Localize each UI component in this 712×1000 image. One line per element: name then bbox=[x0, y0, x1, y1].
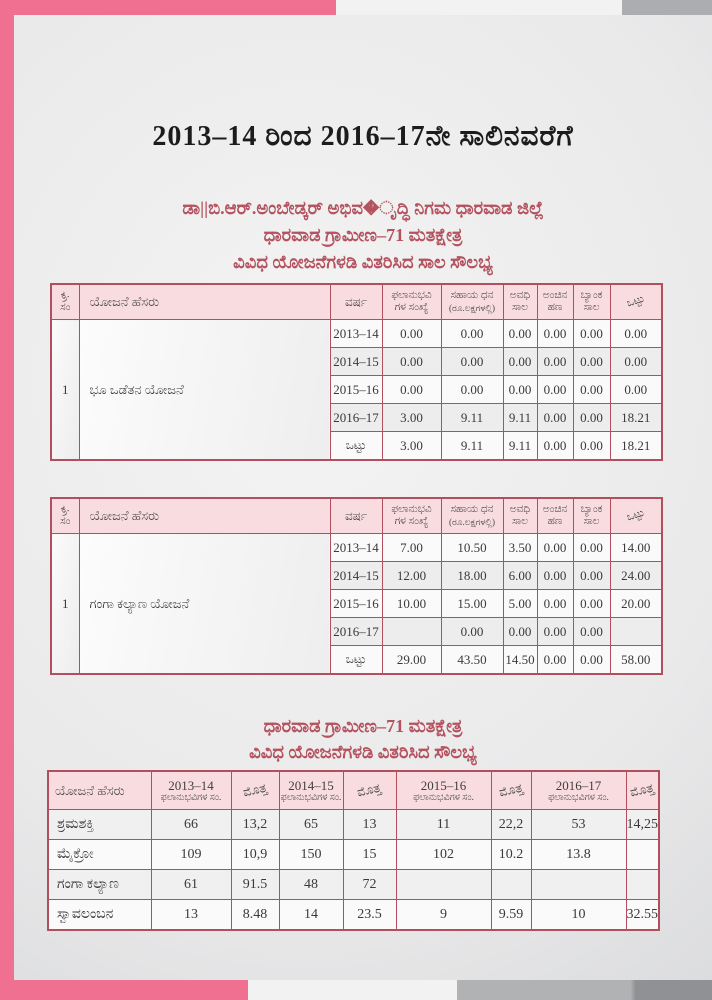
value-cell: 9.11 bbox=[441, 432, 503, 461]
value-cell: 0.00 bbox=[573, 348, 610, 376]
total-label-cell: ಒಟ್ಟು bbox=[330, 432, 382, 461]
header-term-loan-line1: ಅವಧಿ bbox=[509, 290, 531, 301]
value-cell bbox=[396, 870, 491, 900]
header-scheme-name: ಯೋಜನೆ ಹೆಸರು bbox=[79, 498, 330, 534]
header-amount bbox=[491, 771, 531, 810]
top-band-gray-segment bbox=[622, 0, 712, 15]
beneficiary-count-label: ಫಲಾನುಭವಿಗಳ ಸಂ. bbox=[280, 792, 342, 803]
header-beneficiaries bbox=[382, 498, 441, 534]
header-amount bbox=[343, 771, 396, 810]
value-cell: 0.00 bbox=[573, 376, 610, 404]
value-cell: 6.00 bbox=[503, 562, 537, 590]
value-cell: 13.8 bbox=[531, 840, 626, 870]
value-cell: 29.00 bbox=[382, 646, 441, 675]
table-row bbox=[48, 900, 659, 931]
header-term-loan bbox=[503, 284, 537, 320]
value-cell: 0.00 bbox=[503, 376, 537, 404]
value-cell: 0.00 bbox=[573, 646, 610, 675]
year-label: 2016–17 bbox=[555, 777, 602, 793]
value-cell: 32.55 bbox=[626, 900, 659, 931]
value-cell: 48 bbox=[279, 870, 343, 900]
beneficiary-count-label: ಫಲಾನುಭವಿಗಳ ಸಂ. bbox=[413, 792, 474, 803]
value-cell bbox=[491, 870, 531, 900]
beneficiary-count-label: ಫಲಾನುಭವಿಗಳ ಸಂ. bbox=[160, 792, 222, 803]
value-cell: 3.00 bbox=[382, 432, 441, 461]
value-cell: 9.11 bbox=[503, 404, 537, 432]
header-year-2014-15 bbox=[279, 771, 343, 810]
value-cell: 0.00 bbox=[573, 432, 610, 461]
header-bank-loan-line1: ಬ್ಯಾಂಕ bbox=[580, 290, 603, 301]
header-beneficiaries bbox=[382, 284, 441, 320]
amount-label: ಮೊತ್ತ bbox=[497, 780, 525, 800]
header-bank-loan-line2: ಸಾಲ bbox=[583, 302, 600, 313]
serial-cell: 1 bbox=[51, 534, 79, 675]
section1-heading-line1: ಡಾ||ಬಿ.ಆರ್.ಅಂಬೇಡ್ಕರ್ ಅಭಿವ�ೃದ್ಧಿ ನಿಗಮ ಧಾರವಾಡ ಜಿಲ್ಲೆ bbox=[182, 198, 544, 218]
header-term-loan-line2: ಸಾಲ bbox=[511, 516, 529, 527]
value-cell bbox=[626, 870, 659, 900]
header-serial-line2: ಸಂ bbox=[60, 302, 71, 313]
section2-heading-line1: ಧಾರವಾಡ ಗ್ರಾಮೀಣ–71 ಮತಕ್ಷೇತ್ರ bbox=[263, 716, 463, 736]
header-bank-loan-line2: ಸಾಲ bbox=[583, 516, 600, 527]
value-cell: 72 bbox=[343, 870, 396, 900]
value-cell: 10,9 bbox=[231, 840, 279, 870]
header-margin-money bbox=[537, 498, 573, 534]
section2-heading-line2: ವಿವಿಧ ಯೋಜನೆಗಳಡಿ ವಿತರಿಸಿದ ಸೌಲಭ್ಯ bbox=[249, 742, 477, 762]
header-term-loan bbox=[503, 498, 537, 534]
table-row bbox=[48, 870, 659, 900]
value-cell: 9.59 bbox=[491, 900, 531, 931]
value-cell: 0.00 bbox=[441, 320, 503, 348]
year-cell: 2016–17 bbox=[330, 404, 382, 432]
value-cell: 0.00 bbox=[382, 348, 441, 376]
header-beneficiaries-line2: ಗಳ ಸಂಖ್ಯೆ bbox=[394, 302, 429, 313]
year-cell: 2015–16 bbox=[330, 376, 382, 404]
value-cell: 3.00 bbox=[382, 404, 441, 432]
value-cell: 0.00 bbox=[573, 590, 610, 618]
table-row bbox=[48, 840, 659, 870]
top-accent-band bbox=[0, 0, 712, 15]
header-serial bbox=[51, 498, 79, 534]
value-cell: 0.00 bbox=[503, 320, 537, 348]
value-cell: 0.00 bbox=[441, 348, 503, 376]
value-cell: 7.00 bbox=[382, 534, 441, 562]
header-term-loan-line1: ಅವಧಿ bbox=[509, 504, 531, 515]
year-cell: 2014–15 bbox=[330, 348, 382, 376]
loan-table-bhu-odetana bbox=[50, 283, 663, 461]
page-title: 2013–14 ರಿಂದ 2016–17ನೇ ಸಾಲಿನವರೆಗೆ bbox=[152, 121, 574, 152]
summary-table-facilities bbox=[47, 770, 660, 931]
content-sheet bbox=[14, 15, 712, 980]
header-subsidy bbox=[441, 284, 503, 320]
year-label: 2014–15 bbox=[288, 777, 334, 793]
value-cell: 0.00 bbox=[610, 320, 662, 348]
section1-heading bbox=[14, 195, 712, 276]
value-cell: 0.00 bbox=[573, 534, 610, 562]
value-cell: 15 bbox=[343, 840, 396, 870]
amount-label: ಮೊತ್ತ bbox=[628, 780, 656, 800]
header-subsidy-line2: (ರೂ.ಲಕ್ಷಗಳಲ್ಲಿ) bbox=[448, 517, 496, 527]
header-total bbox=[610, 498, 662, 534]
header-margin-money bbox=[537, 284, 573, 320]
total-label-cell: ಒಟ್ಟು bbox=[330, 646, 382, 675]
value-cell: 18.21 bbox=[610, 404, 662, 432]
value-cell: 0.00 bbox=[573, 320, 610, 348]
section1-heading-line3: ವಿವಿಧ ಯೋಜನೆಗಳಡಿ ವಿತರಿಸಿದ ಸಾಲ ಸೌಲಭ್ಯ bbox=[233, 252, 493, 272]
header-serial bbox=[51, 284, 79, 320]
scheme-name-cell: ಸ್ವಾವಲಂಬನ bbox=[48, 900, 151, 931]
left-accent-stripe bbox=[0, 15, 14, 1000]
value-cell: 20.00 bbox=[610, 590, 662, 618]
header-bank-loan bbox=[573, 284, 610, 320]
serial-cell: 1 bbox=[51, 320, 79, 461]
loan-table-ganga-kalyana bbox=[50, 497, 663, 675]
value-cell: 12.00 bbox=[382, 562, 441, 590]
header-bank-loan-line1: ಬ್ಯಾಂಕ bbox=[580, 504, 603, 515]
year-cell: 2016–17 bbox=[330, 618, 382, 646]
header-subsidy bbox=[441, 498, 503, 534]
value-cell: 8.48 bbox=[231, 900, 279, 931]
value-cell: 18.00 bbox=[441, 562, 503, 590]
value-cell: 0.00 bbox=[573, 618, 610, 646]
section1-heading-line2: ಧಾರವಾಡ ಗ್ರಾಮೀಣ–71 ಮತಕ್ಷೇತ್ರ bbox=[263, 225, 463, 245]
header-subsidy-line1: ಸಹಾಯ ಧನ bbox=[450, 290, 494, 301]
value-cell: 13 bbox=[343, 810, 396, 840]
value-cell: 91.5 bbox=[231, 870, 279, 900]
value-cell: 0.00 bbox=[503, 348, 537, 376]
year-label: 2015–16 bbox=[420, 777, 467, 793]
value-cell: 0.00 bbox=[537, 432, 573, 461]
value-cell: 0.00 bbox=[537, 404, 573, 432]
header-amount bbox=[231, 771, 279, 810]
value-cell: 0.00 bbox=[503, 618, 537, 646]
value-cell: 102 bbox=[396, 840, 491, 870]
top-band-light-segment bbox=[336, 0, 622, 15]
table-header-row bbox=[48, 771, 659, 810]
value-cell: 15.00 bbox=[441, 590, 503, 618]
value-cell: 0.00 bbox=[382, 376, 441, 404]
value-cell: 43.50 bbox=[441, 646, 503, 675]
value-cell bbox=[382, 618, 441, 646]
value-cell: 10 bbox=[531, 900, 626, 931]
value-cell: 13 bbox=[151, 900, 231, 931]
header-margin-money-line2: ಹಣ bbox=[547, 516, 563, 527]
year-cell: 2014–15 bbox=[330, 562, 382, 590]
value-cell: 11 bbox=[396, 810, 491, 840]
value-cell: 53 bbox=[531, 810, 626, 840]
value-cell: 0.00 bbox=[537, 618, 573, 646]
amount-label: ಮೊತ್ತ bbox=[356, 780, 383, 800]
value-cell: 10.50 bbox=[441, 534, 503, 562]
value-cell: 0.00 bbox=[537, 320, 573, 348]
header-year-2016-17 bbox=[531, 771, 626, 810]
header-year-2015-16 bbox=[396, 771, 491, 810]
value-cell: 13,2 bbox=[231, 810, 279, 840]
header-year: ವರ್ಷ bbox=[330, 284, 382, 320]
header-bank-loan bbox=[573, 498, 610, 534]
value-cell: 9.11 bbox=[503, 432, 537, 461]
year-cell: 2013–14 bbox=[330, 320, 382, 348]
value-cell: 0.00 bbox=[610, 348, 662, 376]
header-subsidy-line1: ಸಹಾಯ ಧನ bbox=[450, 504, 494, 515]
header-beneficiaries-line2: ಗಳ ಸಂಖ್ಯೆ bbox=[394, 516, 429, 527]
header-scheme-name: ಯೋಜನೆ ಹೆಸರು bbox=[48, 771, 151, 810]
scheme-name-cell: ಮೈಕ್ರೋ bbox=[48, 840, 151, 870]
value-cell: 0.00 bbox=[537, 376, 573, 404]
scheme-name-cell: ಗಂಗಾ ಕಲ್ಯಾಣ ಯೋಜನೆ bbox=[79, 534, 330, 675]
value-cell: 14.50 bbox=[503, 646, 537, 675]
value-cell: 0.00 bbox=[573, 562, 610, 590]
value-cell: 0.00 bbox=[441, 376, 503, 404]
value-cell: 0.00 bbox=[441, 618, 503, 646]
value-cell: 0.00 bbox=[537, 562, 573, 590]
header-serial-line1: ಕ್ರ. bbox=[59, 289, 71, 303]
header-serial-line1: ಕ್ರ. bbox=[59, 503, 71, 517]
section2-heading bbox=[14, 713, 712, 765]
bottom-band-light-segment bbox=[248, 980, 457, 1000]
amount-label: ಮೊತ್ತ bbox=[241, 780, 269, 800]
value-cell: 14,25 bbox=[626, 810, 659, 840]
header-margin-money-line1: ಅಂಚಿನ bbox=[542, 504, 568, 515]
value-cell: 14.00 bbox=[610, 534, 662, 562]
header-subsidy-line2: (ರೂ.ಲಕ್ಷಗಳಲ್ಲಿ) bbox=[448, 303, 496, 313]
bottom-band-pink-segment bbox=[0, 980, 248, 1000]
top-band-pink-segment bbox=[0, 0, 336, 15]
year-label: 2013–14 bbox=[168, 777, 214, 793]
value-cell: 22,2 bbox=[491, 810, 531, 840]
bottom-accent-band bbox=[0, 980, 712, 1000]
value-cell: 10.00 bbox=[382, 590, 441, 618]
value-cell: 9 bbox=[396, 900, 491, 931]
year-cell: 2015–16 bbox=[330, 590, 382, 618]
header-term-loan-line2: ಸಾಲ bbox=[511, 302, 529, 313]
table-row bbox=[51, 534, 662, 562]
value-cell: 0.00 bbox=[610, 376, 662, 404]
value-cell: 9.11 bbox=[441, 404, 503, 432]
header-total bbox=[610, 284, 662, 320]
header-year: ವರ್ಷ bbox=[330, 498, 382, 534]
value-cell: 14 bbox=[279, 900, 343, 931]
table-header-row bbox=[51, 284, 662, 320]
value-cell: 0.00 bbox=[573, 404, 610, 432]
value-cell bbox=[626, 840, 659, 870]
header-scheme-name: ಯೋಜನೆ ಹೆಸರು bbox=[79, 284, 330, 320]
value-cell: 58.00 bbox=[610, 646, 662, 675]
value-cell: 61 bbox=[151, 870, 231, 900]
value-cell: 3.50 bbox=[503, 534, 537, 562]
value-cell: 0.00 bbox=[537, 590, 573, 618]
year-cell: 2013–14 bbox=[330, 534, 382, 562]
scheme-name-cell: ಭೂ ಒಡೆತನ ಯೋಜನೆ bbox=[79, 320, 330, 461]
header-beneficiaries-line1: ಫಲಾನುಭವಿ bbox=[391, 504, 432, 515]
scheme-name-cell: ಶ್ರಮಶಕ್ತಿ bbox=[48, 810, 151, 840]
header-year-2013-14 bbox=[151, 771, 231, 810]
value-cell: 18.21 bbox=[610, 432, 662, 461]
value-cell bbox=[610, 618, 662, 646]
beneficiary-count-label: ಫಲಾನುಭವಿಗಳ ಸಂ. bbox=[548, 792, 609, 803]
table-row bbox=[48, 810, 659, 840]
value-cell: 24.00 bbox=[610, 562, 662, 590]
header-margin-money-line1: ಅಂಚಿನ bbox=[542, 290, 568, 301]
table-header-row bbox=[51, 498, 662, 534]
scheme-name-cell: ಗಂಗಾ ಕಲ್ಯಾಣ bbox=[48, 870, 151, 900]
value-cell: 150 bbox=[279, 840, 343, 870]
value-cell bbox=[531, 870, 626, 900]
table-row bbox=[51, 320, 662, 348]
value-cell: 65 bbox=[279, 810, 343, 840]
header-total-label: ಒಟ್ಟು bbox=[625, 293, 646, 310]
value-cell: 23.5 bbox=[343, 900, 396, 931]
bottom-band-gray-segment bbox=[457, 980, 712, 1000]
value-cell: 109 bbox=[151, 840, 231, 870]
header-serial-line2: ಸಂ bbox=[60, 516, 71, 527]
value-cell: 5.00 bbox=[503, 590, 537, 618]
value-cell: 10.2 bbox=[491, 840, 531, 870]
value-cell: 0.00 bbox=[537, 646, 573, 675]
value-cell: 0.00 bbox=[537, 348, 573, 376]
header-amount bbox=[626, 771, 659, 810]
value-cell: 0.00 bbox=[537, 534, 573, 562]
header-margin-money-line2: ಹಣ bbox=[547, 302, 563, 313]
header-beneficiaries-line1: ಫಲಾನುಭವಿ bbox=[391, 290, 432, 301]
value-cell: 0.00 bbox=[382, 320, 441, 348]
value-cell: 66 bbox=[151, 810, 231, 840]
header-total-label: ಒಟ್ಟು bbox=[625, 507, 646, 524]
